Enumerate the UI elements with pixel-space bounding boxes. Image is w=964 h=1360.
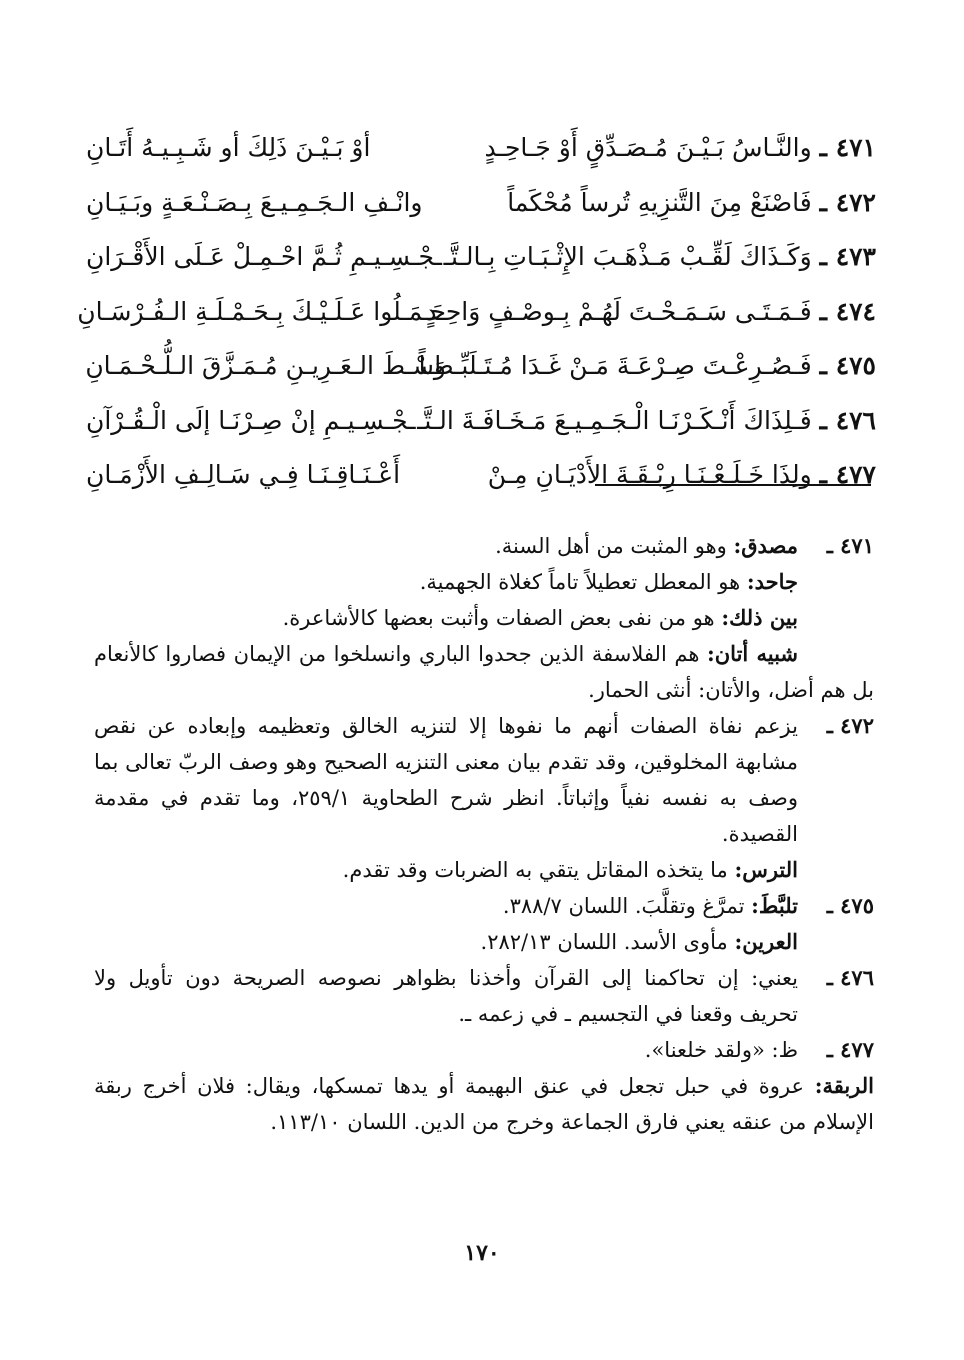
verse-first-hemistich: والنَّـاسُ بَـيْـنَ مُـصَـدِّقٍ أَوْ جَـاحِـدٍ <box>484 133 812 162</box>
verse-second-hemistich: وانْـفِ الـجَـمِـيـعَ بِـصَـنْـعَـةٍ وبَـيَـانِ <box>86 187 423 217</box>
verse-second-hemistich: ـجْـسِـيـمِ إنْ صِـرْنَـا إلَى الْـقُـرْآنِ <box>86 405 416 435</box>
verse-first-hemistich: ولِذَا خَـلَـعْـنَـا رِبْـقَـةَ الأَدْيَـانِ مِـنْ <box>487 460 812 489</box>
verse-number: ٤٧٦ ـ <box>819 405 876 435</box>
footnote-text: يزعم نفاة الصفات أنهم ما نفوها إلا لتنزيه الخالق وتعظيمه وإبعاده عن نقص مشابهة المخلوقين، وقد تقدم بيان معنى التنزيه الصحيح وهو وصف الربّ تعالى بما وصف به نفسه نفياً وإثباتاً. انظر شرح الطحاوية ٢٥٩/١، وما تقدم في مقدمة القصيدة. <box>94 714 798 846</box>
verse-475 <box>86 346 876 401</box>
verse-first-hemistich: فَـمَـتَـى سَـمَـحْـتَ لَهُـمْ بِـوصْـفٍ وَاحِـدٍ <box>425 296 812 326</box>
verse-second-hemistich: ـجْـسِـيـمِ ثُـمَّ احْـمِـلْ عَـلَى الأَقْـرَانِ <box>86 242 442 271</box>
footnote-term: الربقة: <box>814 1073 874 1098</box>
verse-second-hemistich: أوْ بَـيْـنَ ذَلِكَ أو شَـبِـيـهُ أَتَـانِ <box>86 133 371 162</box>
page-number: ١٧٠ <box>464 1240 500 1266</box>
footnote-number: ٤٧٥ ـ <box>826 893 874 918</box>
footnote-text: ما يتخذه المقاتل يتقي به الضربات وقد تقدم. <box>342 858 735 882</box>
verse-first-hemistich: فَاصْنَعْ مِنَ التَّنزِيهِ تُرساً مُحْكَماً <box>507 187 812 217</box>
footnote-text: مأوى الأسد. اللسان ٢٨٢/١٣. <box>480 930 735 954</box>
footnote-term: بين ذلك: <box>721 605 798 630</box>
verse-476 <box>86 401 876 456</box>
footnote-number: ٤٧٦ ـ <box>826 965 874 990</box>
verse-number: ٤٧٣ ـ <box>819 242 876 271</box>
footnote-term: شبيه أتان: <box>707 641 798 666</box>
footnote-text: ظ: «ولقد خلعنا». <box>644 1038 798 1062</box>
footnote-term: جاحد: <box>746 569 798 594</box>
footnote-471 <box>94 528 874 564</box>
footnote-term: تلبَّطَ: <box>751 893 798 918</box>
footnote-text: هو من نفى بعض الصفات وأثبت بعضها كالأشاعرة. <box>282 606 722 630</box>
verse-number: ٤٧١ ـ <box>819 133 876 162</box>
verse-number: ٤٧٤ ـ <box>819 296 876 326</box>
footnote-term: الترس: <box>734 857 798 882</box>
verse-number: ٤٧٢ ـ <box>819 187 876 217</box>
footnote-number: ٤٧٧ ـ <box>826 1037 874 1062</box>
verse-second-hemistich: حَـمَـلُوا عَـلَـيْـكَ بِـحَـمْـلَـةِ الـفُـرْسَـانِ <box>77 296 446 326</box>
poem-verses <box>77 128 876 510</box>
footnote-number: ٤٧١ ـ <box>826 533 874 558</box>
verse-second-hemistich: أَعْـنَـاقِـنَـا فِـي سَـالِـفِ الأَزْمَـانِ <box>86 460 401 489</box>
footnote-475 <box>94 888 874 960</box>
verse-first-hemistich: وَكَـذَاكَ لَقِّـبْ مَـذْهَـبَ الإِثْـبَـاتِ بِـالـتَّـ <box>443 242 812 271</box>
verse-471 <box>86 128 876 183</box>
footnote-text: تمرَّغ وتقلَّبَ. اللسان ٣٨٨/٧. <box>502 894 752 918</box>
verse-473 <box>86 237 876 292</box>
footnote-term: العرين: <box>734 929 798 954</box>
footnote-text: وهو المثبت من أهل السنة. <box>495 534 734 558</box>
verse-number: ٤٧٥ ـ <box>819 351 876 380</box>
footnote-477 <box>94 1032 874 1068</box>
footnote-text: هم الفلاسفة الذين جحدوا الباري وانسلخوا من الإيمان فصاروا كالأنعام بل هم أضل، والأتان: أنثى الحمار. <box>94 642 874 702</box>
verse-472 <box>86 183 876 238</box>
verse-477 <box>86 455 876 510</box>
footnote-472 <box>94 708 874 888</box>
verse-second-hemistich: وَسْـطَ الـعَـرِيـنِ مُـمَـزَّقَ الـلُّـحْـمَـانِ <box>85 351 446 380</box>
footnote-text: يعني: إن تحاكمنا إلى القرآن وأخذنا بظواهر نصوصه الصريحة دون تأويل ولا تحريف وقعنا في التجسيم ـ في زعمه ـ. <box>94 966 798 1026</box>
footnote-text: هو المعطل تعطيلاً تاماً كغلاة الجهمية. <box>419 570 747 594</box>
footnote-text: عروة في حبل تجعل في عنق البهيمة أو يدها تمسكها، ويقال: فلان أخرج ربقة الإسلام من عنقه يعني فارق الجماعة وخرج من الدين. اللسان ١١٣/١٠. <box>94 1074 874 1134</box>
verse-first-hemistich: فَـصُـرِعْـتَ صِـرْعَـةَ مَـنْ غَـدَا مُـتَـلَبِّـطـاً <box>418 351 812 380</box>
footnote-number: ٤٧٢ ـ <box>826 713 874 738</box>
verse-first-hemistich: فَـلِذَاكَ أَنْـكَـرْنَـا الْـجَـمِـيـعَ مَـخَـافَـةَ الـتَّـ <box>417 405 812 435</box>
footnote-divider <box>595 484 871 486</box>
verse-number: ٤٧٧ ـ <box>819 460 876 489</box>
footnotes <box>94 528 874 1140</box>
footnote-476 <box>94 960 874 1032</box>
footnote-term: مصدق: <box>733 533 798 558</box>
verse-474 <box>77 292 876 347</box>
